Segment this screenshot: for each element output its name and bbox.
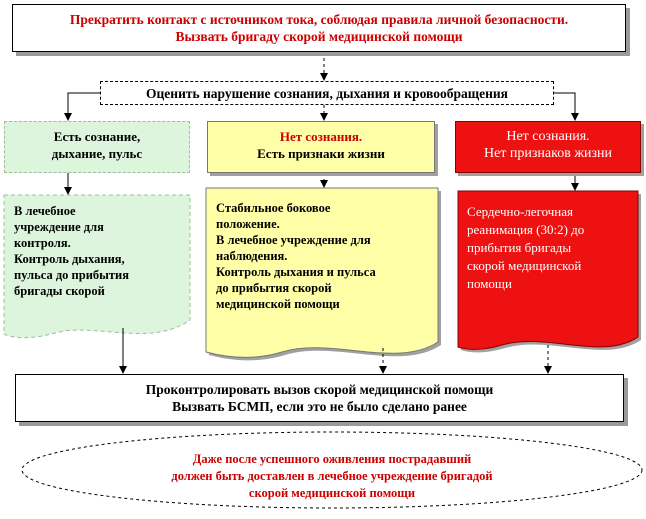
note-line-3: скорой медицинской помощи [248, 486, 416, 500]
red-body-line: Сердечно-легочная [467, 204, 573, 219]
red-header-line-1: Нет сознания. [506, 129, 590, 144]
red-branch-body [458, 191, 638, 351]
note-line-2: должен быть доставлен в лечебное учреждение бригадой [171, 469, 493, 483]
monitor-line-1: Проконтролировать вызов скорой медицинской помощи [145, 382, 494, 397]
yellow-body-line: медицинской помощи [216, 297, 340, 311]
red-branch-header [455, 121, 641, 173]
top-instruction-line-1: Прекратить контакт с источником тока, соблюдая правила личной безопасности. [69, 12, 569, 27]
final-note [22, 430, 642, 510]
assess-text: Оценить нарушение сознания, дыхания и кровообращения [146, 86, 508, 101]
red-body-line: реанимация (30:2) до [467, 222, 585, 237]
assess-box [100, 81, 554, 105]
monitor-line-2: Вызвать БСМП, если это не было сделано ранее [172, 399, 467, 414]
yellow-body-line: В лечебное учреждение для [216, 233, 371, 247]
green-header-line-2: дыхание, пульс [51, 146, 143, 161]
green-body-line: учреждение для [14, 220, 104, 234]
yellow-body-line: Контроль дыхания и пульса [216, 265, 376, 279]
top-instruction-line-2: Вызвать бригаду скорой медицинской помощи [175, 29, 463, 44]
yellow-body-line: до прибытия скорой [216, 281, 332, 295]
yellow-body-line: наблюдения. [216, 249, 288, 263]
yellow-header-line-1: Нет сознания. [279, 129, 363, 144]
yellow-body-line: Стабильное боковое [216, 201, 331, 215]
yellow-branch-header [207, 121, 435, 173]
yellow-body-line: положение. [216, 217, 280, 231]
red-body-line: помощи [467, 276, 512, 291]
green-body-line: контроля. [14, 236, 71, 250]
yellow-header-line-2: Есть признаки жизни [257, 146, 385, 161]
red-body-line: прибытия бригады [467, 240, 572, 255]
green-header-line-1: Есть сознание, [53, 129, 141, 144]
green-body-line: Контроль дыхания, [14, 252, 125, 266]
top-instruction-box [12, 4, 626, 52]
green-body-line: пульса до прибытия [14, 268, 130, 282]
green-branch-body [4, 195, 190, 333]
yellow-branch-body [206, 188, 438, 358]
red-header-line-2: Нет признаков жизни [483, 146, 613, 161]
green-body-line: бригады скорой [14, 284, 105, 298]
green-branch-header [4, 121, 190, 173]
monitor-ambulance-box [15, 374, 624, 422]
red-body-line: скорой медицинской [467, 258, 582, 273]
green-body-line: В лечебное [14, 204, 76, 218]
note-line-1: Даже после успешного оживления пострадавший [192, 452, 472, 466]
